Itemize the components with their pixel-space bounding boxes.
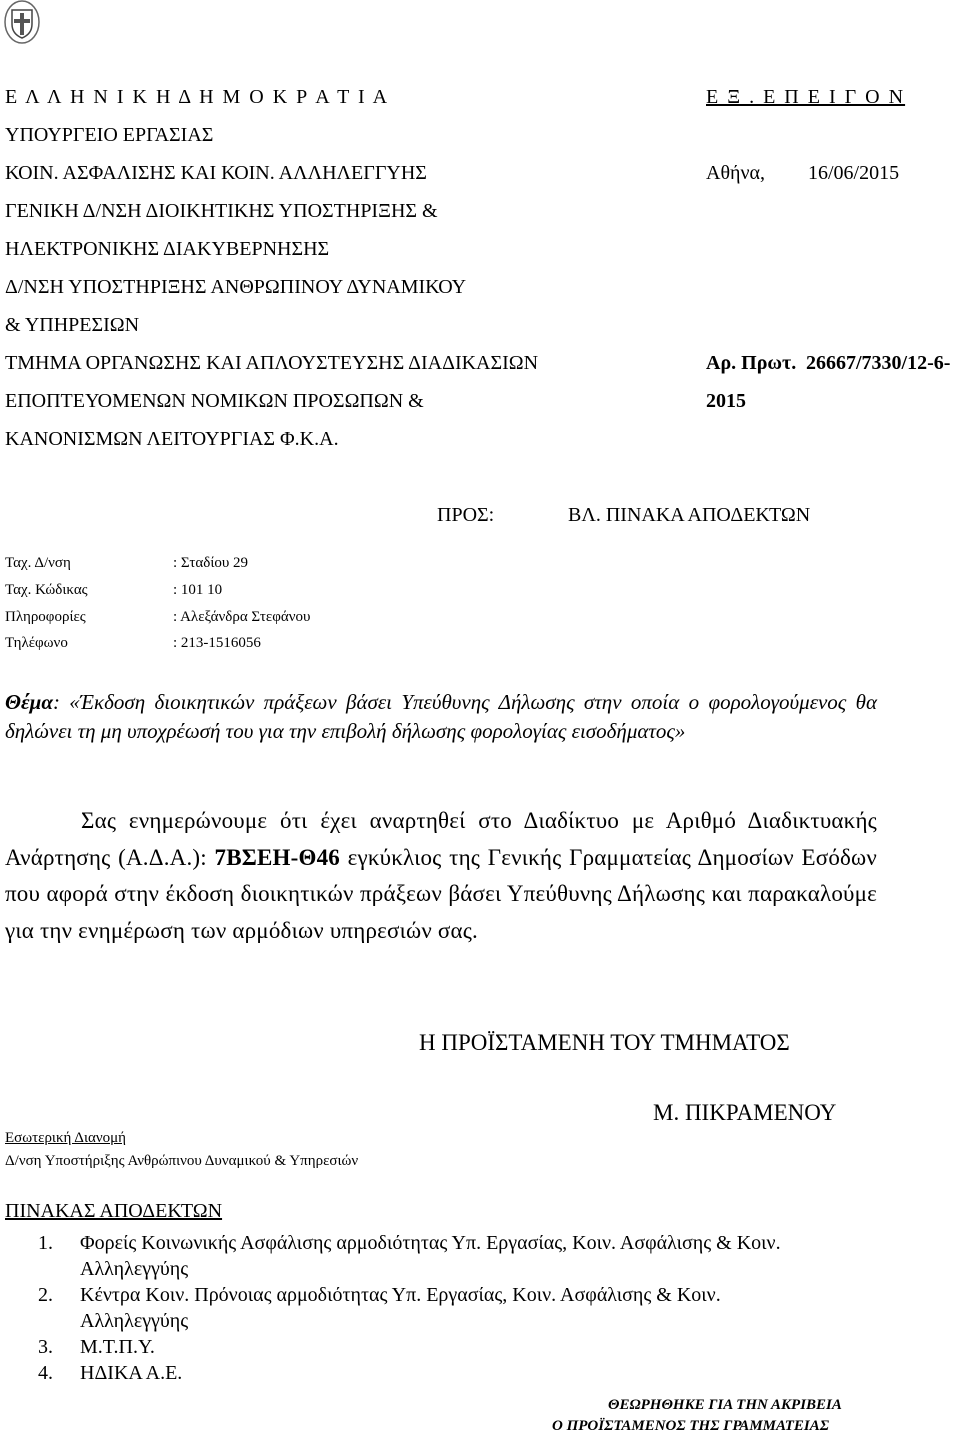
org-line-5: Δ/ΝΣΗ ΥΠΟΣΤΗΡΙΞΗΣ ΑΝΘΡΩΠΙΝΟΥ ΔΥΝΑΜΙΚΟΥ — [5, 276, 467, 298]
contact-label: Τηλέφωνο — [5, 635, 68, 651]
list-item — [38, 1360, 800, 1386]
list-item — [38, 1230, 800, 1282]
subject-paragraph — [5, 688, 877, 746]
ada-code: 7ΒΣΕΗ-Θ46 — [214, 844, 340, 870]
list-item-text: Φορείς Κοινωνικής Ασφάλισης αρμοδιότητας Υπ. Εργασίας, Κοιν. Ασφάλισης & Κοιν. Αλληλεγγύης — [80, 1232, 781, 1280]
list-item — [38, 1334, 800, 1360]
body-text-1: Σας ενημερώνουμε ότι έχει αναρτηθεί στο Διαδίκτυο με Αριθμό Διαδικτυακής Ανάρτησης (Α.Δ.Α.): — [5, 808, 877, 870]
body-text-2: εγκύκλιος της Γενικής Γραμματείας Δημοσίων Εσόδων που αφορά στην έκδοση διοικητικών πράξεων βάσει Υπεύθυνης Δήλωσης και παρακαλούμε για την ενημέρωση των αρμόδιων υπηρεσιών σας. — [5, 844, 877, 943]
subject-label: Θέμα — [5, 690, 53, 714]
list-item-number: 2. — [38, 1284, 53, 1306]
contact-value: : Σταδίου 29 — [173, 555, 249, 571]
contact-value: : 213-1516056 — [173, 635, 261, 651]
org-line-4: ΗΛΕΚΤΡΟΝΙΚΗΣ ΔΙΑΚΥΒΕΡΝΗΣΗΣ — [5, 238, 330, 260]
list-item-number: 4. — [38, 1362, 53, 1384]
republic-title: Ε Λ Λ Η Ν Ι Κ Η Δ Η Μ Ο Κ Ρ Α Τ Ι Α — [5, 86, 390, 108]
body-paragraph — [5, 803, 877, 949]
list-item-number: 1. — [38, 1232, 53, 1254]
org-line-7: ΤΜΗΜΑ ΟΡΓΑΝΩΣΗΣ ΚΑΙ ΑΠΛΟΥΣΤΕΥΣΗΣ ΔΙΑΔΙΚΑΣΙΩΝ — [5, 352, 539, 374]
org-line-2: ΚΟΙΝ. ΑΣΦΑΛΙΣΗΣ ΚΑΙ ΚΟΙΝ. ΑΛΛΗΛΕΓΓΥΗΣ — [5, 162, 427, 184]
subject-text: : «Έκδοση διοικητικών πράξεων βάσει Υπεύθυνης Δήλωσης στην οποία ο φορολογούμενος θα δηλώνει τη μη υποχρέωσή του για την επιβολή δήλωσης φορολογίας εισοδήματος» — [5, 690, 877, 743]
protocol-number: 26667/7330/12-6- — [806, 352, 951, 374]
list-item-text: ΗΔΙΚΑ Α.Ε. — [80, 1362, 183, 1384]
urgency-label: Ε Ξ . Ε Π Ε Ι Γ Ο Ν — [706, 86, 906, 108]
org-line-3: ΓΕΝΙΚΗ Δ/ΝΣΗ ΔΙΟΙΚΗΤΙΚΗΣ ΥΠΟΣΤΗΡΙΞΗΣ & — [5, 200, 438, 222]
city-label: Αθήνα, — [706, 162, 766, 184]
list-item-text: Μ.Τ.Π.Υ. — [80, 1336, 155, 1358]
recipients-heading: ΠΙΝΑΚΑΣ ΑΠΟΔΕΚΤΩΝ — [5, 1200, 223, 1222]
document-date: 16/06/2015 — [808, 162, 900, 184]
greek-emblem-icon — [4, 0, 40, 44]
contact-value: : Αλεξάνδρα Στεφάνου — [173, 609, 311, 625]
list-item-text: Κέντρα Κοιν. Πρόνοιας αρμοδιότητας Υπ. Εργασίας, Κοιν. Ασφάλισης & Κοιν. Αλληλεγγύης — [80, 1284, 721, 1332]
to-value: ΒΛ. ΠΙΝΑΚΑ ΑΠΟΔΕΚΤΩΝ — [568, 504, 811, 526]
org-line-8: ΕΠΟΠΤΕΥΟΜΕΝΩΝ ΝΟΜΙΚΩΝ ΠΡΟΣΩΠΩΝ & — [5, 390, 424, 412]
org-line-1: ΥΠΟΥΡΓΕΙΟ ΕΡΓΑΣΙΑΣ — [5, 124, 214, 146]
org-line-6: & ΥΠΗΡΕΣΙΩΝ — [5, 314, 140, 336]
certification-line-1: ΘΕΩΡΗΘΗΚΕ ΓΙΑ ΤΗΝ ΑΚΡΙΒΕΙΑ — [608, 1397, 842, 1413]
certification-line-2: Ο ΠΡΟΪΣΤΑΜΕΝΟΣ ΤΗΣ ΓΡΑΜΜΑΤΕΙΑΣ — [552, 1418, 830, 1434]
to-label: ΠΡΟΣ: — [437, 504, 495, 526]
list-item-number: 3. — [38, 1336, 53, 1358]
signature-name: Μ. ΠΙΚΡΑΜΕΝΟΥ — [653, 1100, 837, 1125]
org-line-9: ΚΑΝΟΝΙΣΜΩΝ ΛΕΙΤΟΥΡΓΙΑΣ Φ.Κ.Α. — [5, 428, 339, 450]
list-item — [38, 1282, 800, 1334]
protocol-number-cont: 2015 — [706, 390, 746, 412]
contact-label: Ταχ. Δ/νση — [5, 555, 71, 571]
contact-value: : 101 10 — [173, 582, 223, 598]
contact-label: Ταχ. Κώδικας — [5, 582, 88, 598]
protocol-label: Αρ. Πρωτ. — [706, 352, 797, 374]
internal-distribution-line: Δ/νση Υποστήριξης Ανθρώπινου Δυναμικού & Υπηρεσιών — [5, 1153, 359, 1169]
contact-label: Πληροφορίες — [5, 609, 86, 625]
recipients-list — [38, 1230, 800, 1386]
signature-title: Η ΠΡΟΪΣΤΑΜΕΝΗ ΤΟΥ ΤΜΗΜΑΤΟΣ — [419, 1030, 790, 1055]
internal-distribution-heading: Εσωτερική Διανομή — [5, 1130, 127, 1146]
contact-block — [5, 555, 425, 665]
